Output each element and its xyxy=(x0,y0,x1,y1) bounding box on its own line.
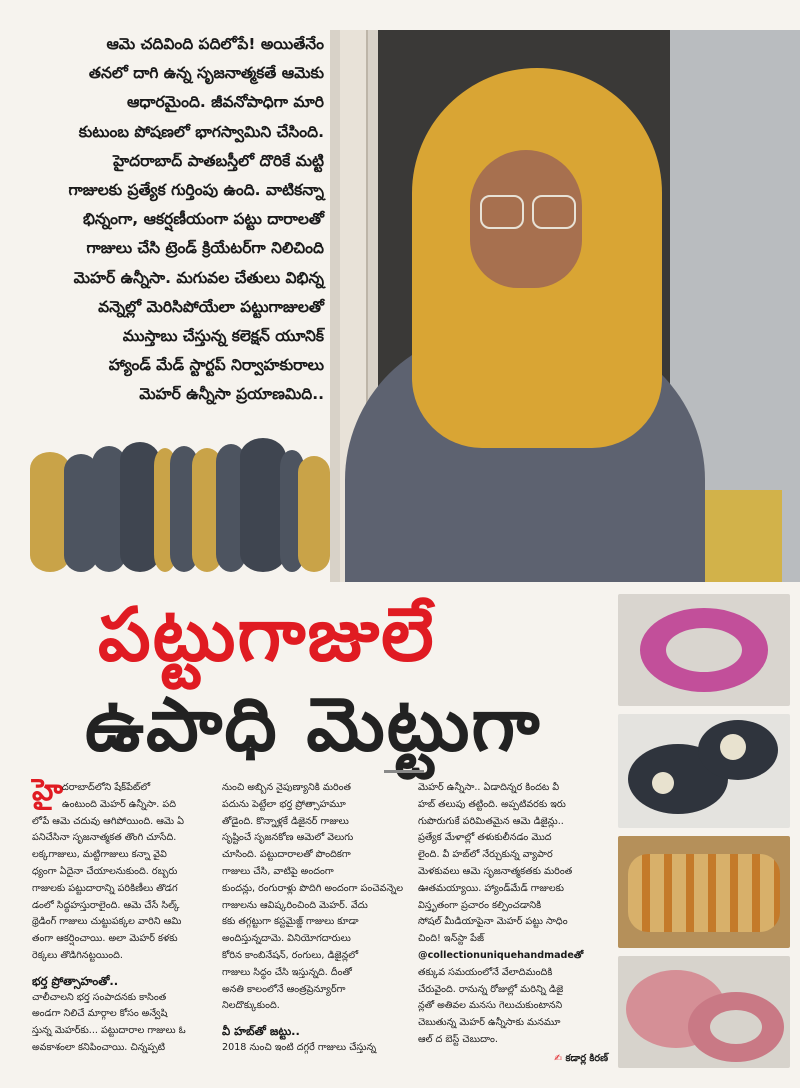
side-photo-rose-bangles xyxy=(618,956,790,1068)
text-line: గాజులు సిద్ధం చేసి ఇస్తున్నది. దీంతో xyxy=(222,966,352,978)
text-line: ఆల్ ద బెస్ట్ చెబుదాం. xyxy=(418,1033,498,1045)
bangles-photo xyxy=(30,430,330,580)
text-line: గాజులకు పట్టుదారాన్ని పరికిణీలు తొడగ xyxy=(32,882,178,894)
text-line: పనిచేసినా సృజనాత్మకత తొంగి చూసేది. xyxy=(32,832,177,844)
text-line: రెక్కలు తొడిగినట్టయింది. xyxy=(32,949,123,961)
mirror xyxy=(720,734,746,760)
text-line: ఊతమయ్యాయి. హ్యాండ్‌మేడ్ గాజులకు xyxy=(418,882,564,894)
text-line: ధ్యంగా ఏదైనా చేయాలనుకుంది. రబ్బరు xyxy=(32,865,178,877)
text-line: గాజులు చేసి, వాటిపై అందంగా xyxy=(222,865,334,877)
text-line: గుపొరుగుకే పరిమితమైన ఆమె డిజైన్లు.. xyxy=(418,815,564,827)
text-line: తంగా ఆకర్షించాయి. అలా మెహర్ కళకు xyxy=(32,933,178,945)
text-line: లోపే ఆమె చదువు ఆగిపోయింది. ఆమె ఏ xyxy=(32,815,184,827)
text-line: సోషల్ మీడియాపైనా మెహర్ పట్టు సాధిం xyxy=(418,916,568,928)
intro-line: మెహర్ ఉన్నీసా ప్రయాణమిది.. xyxy=(139,385,324,404)
text-line: విస్తృతంగా ప్రచారం కల్పించడానికి xyxy=(418,899,542,911)
text-line: అండగా నిలిచే మార్గాల కోసం అన్వేషి xyxy=(32,1008,168,1020)
intro-line: భిన్నంగా, ఆకర్షణీయంగా పట్టు దారాలతో xyxy=(82,210,324,229)
text-line: గాజులను ఆవిష్కరించింది మెహర్. వేదు xyxy=(222,899,368,911)
byline xyxy=(418,1051,608,1068)
intro-line: హైదరాబాద్ పాతబస్తీలో దొరికే మట్టి xyxy=(113,151,324,170)
text-line: 2018 నుంచి ఇంటి దగ్గరే గాజులు చేస్తున్న xyxy=(222,1041,377,1053)
intro-line: వన్నెల్లో మెరిసిపోయేలా పట్టుగాజులతో xyxy=(98,297,324,316)
text-line: చింది! ఇన్‌స్టా పేజ్ xyxy=(418,933,485,945)
headline-line-1: పట్టుగాజులే xyxy=(98,592,436,678)
pen-icon: ✍ xyxy=(554,1052,563,1064)
text-line: సృష్టించే సృజనకోణ ఆమెలో వెలుగు xyxy=(222,832,354,844)
subheading: వీ హబ్‌తో జట్టు.. xyxy=(222,1024,300,1039)
text-line: చూసింది. పట్టుదారాలతో పొందికగా xyxy=(222,849,351,861)
subheading: భర్త ప్రోత్సాహంతో.. xyxy=(32,973,119,988)
text-line: చెబుతున్న మెహర్ ఉన్నీసాకు మనమూ xyxy=(418,1017,561,1029)
intro-line: ఆమె చదివింది పదిలోపే! అయితేనేం xyxy=(106,35,324,53)
column-divider xyxy=(384,770,424,773)
text-line: అవకాశంలా కనిపించాయి. చిన్నప్పటి xyxy=(32,1041,166,1053)
text-line: కకు తగ్గట్టుగా కస్టమైజ్డ్ గాజులు కూడా xyxy=(222,916,359,928)
text-line: కోరిన కాంబినేషన్, రంగులు, డిజైన్లలో xyxy=(222,949,359,961)
text-line: థ్రెడింగ్ గాజులు చుట్టుపక్కల వారిని ఆమి xyxy=(32,916,182,928)
bangles-stack xyxy=(628,854,780,932)
intro-line: గాజులు చేసి ట్రెండ్ క్రియేటర్‌గా నిలిచింది xyxy=(86,239,324,258)
article-column-2 xyxy=(222,780,412,1057)
side-photo-mirror-bangles xyxy=(618,714,790,828)
text-line: స్తున్న మెహర్‌కు... పట్టుదారాల గాజులు ఓ xyxy=(32,1025,186,1037)
text-line: తక్కువ సమయంలోనే వేలాదిమందికి xyxy=(418,966,553,978)
article-column-3 xyxy=(418,780,608,1068)
side-photo-gold-bangles xyxy=(618,836,790,948)
text-line: నిలదొక్కుకుంది. xyxy=(222,1000,280,1012)
byline-name: కడార్ల కిరణ్ xyxy=(565,1052,608,1064)
intro-line: గాజులకు ప్రత్యేక గుర్తింపు ఉంది. వాటికన్నా xyxy=(68,181,324,200)
text-line: ప్రత్యేక మేళాల్లో తళుకులీనడం మొద xyxy=(418,832,552,844)
headline xyxy=(30,590,610,780)
main-photo xyxy=(330,30,800,582)
text-line: దరాబాద్‌లోని షేక్‌పేట్‌లో xyxy=(62,782,151,793)
text-line: అనతి కాలంలోనే ఆంత్రప్రెన్యూర్‌గా xyxy=(222,983,346,995)
intro-line: కుటుంబ పోషణలో భాగస్వామిని చేసింది. xyxy=(78,122,324,141)
intro-line: ఆధారమైంది. జీవనోపాధిగా మారి xyxy=(127,93,324,112)
headline-line-2: ఉపాధి మెట్టుగా xyxy=(85,682,542,768)
article-column-1-head xyxy=(62,780,212,814)
intro-line: మెహర్ ఉన్నీసా. మగువల చేతులు విభిన్న xyxy=(73,268,324,287)
text-line: నుంచి అబ్బిన నైపుణ్యానికి మరింత xyxy=(222,782,351,793)
text-line: చాలీచాలని భర్త సంపాదనకు కాసింత xyxy=(32,991,167,1003)
text-line: మెళకువలు ఆమె సృజనాత్మకతకు మరింత xyxy=(418,865,573,877)
text-line: లక్కగాజులు, మట్టిగాజులు కన్నా వైవి xyxy=(32,849,167,861)
article-column-1 xyxy=(32,814,222,1057)
bangle xyxy=(298,456,330,572)
dropcap: హై xyxy=(32,773,63,808)
intro-line: ముస్తాబు చేస్తున్న కలెక్షన్ యూనిక్ xyxy=(122,327,324,346)
bangle-hole xyxy=(710,1010,762,1044)
text-line: చేరువైంది. రానున్న రోజుల్లో మరిన్ని డిజై xyxy=(418,983,564,995)
text-line: పదును పెట్టేలా భర్త ప్రోత్సాహమూ xyxy=(222,798,346,810)
text-line: ఉంటుంది మెహర్ ఉన్నీసా. పది xyxy=(62,798,176,810)
mirror xyxy=(652,772,674,794)
instagram-handle: @collectionuniquehandmadeతో xyxy=(418,949,584,961)
text-line: డంలో సిద్ధహస్తురాలైంది. ఆమె చేసే సిల్క్ xyxy=(32,899,180,911)
intro-line: తనలో దాగి ఉన్న సృజనాత్మకతే ఆమెకు xyxy=(88,64,324,83)
intro-line: హ్యాండ్ మేడ్ స్టార్టప్ నిర్వాహకురాలు xyxy=(108,356,324,375)
text-line: హబ్ తలుపు తట్టింది. అప్పటివరకు ఇరు xyxy=(418,798,566,810)
text-line: అందిస్తున్నదామె. వినియోగదారులు xyxy=(222,933,351,945)
side-photo-pink-bangles xyxy=(618,594,790,706)
text-line: కుందన్లు, రంగురాళ్లు పొదిగి అందంగా పంచెవన్నెల xyxy=(222,882,404,894)
text-line: న్లతో అతివల మనసు గెలుచుకుంటానని xyxy=(418,1000,563,1012)
glasses-right xyxy=(532,195,576,229)
intro-text xyxy=(30,30,328,440)
text-line: లైంది. వీ హబ్‌లో నేర్చుకున్న వ్యాపార xyxy=(418,849,553,861)
text-line: మెహర్ ఉన్నీసా.. ఏడాదిన్నర కిందట వీ xyxy=(418,782,560,793)
glasses-left xyxy=(480,195,524,229)
bangle-hole xyxy=(666,628,742,672)
text-line: తోడైంది. కొన్నాళ్లకే డిజైనర్ గాజులు xyxy=(222,815,349,827)
